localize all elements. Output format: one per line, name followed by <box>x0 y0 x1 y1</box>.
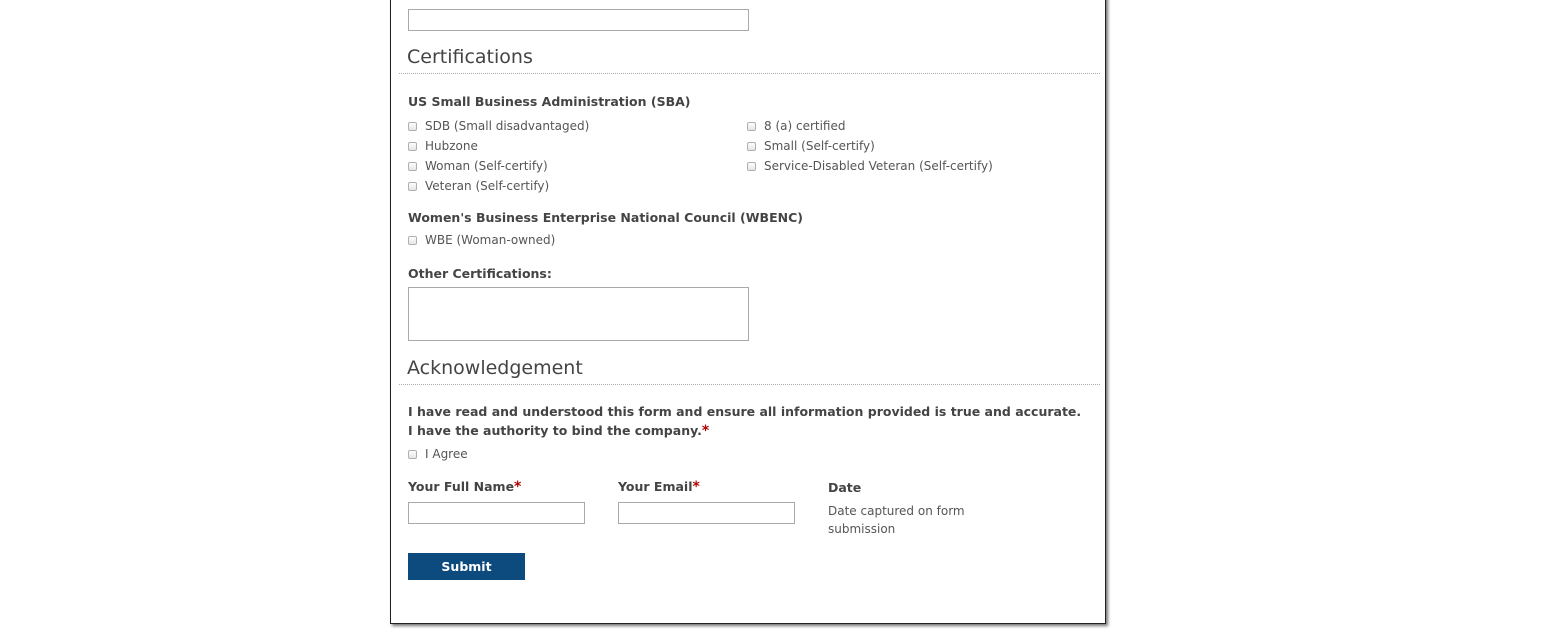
checkbox-sdb[interactable] <box>408 119 589 133</box>
full-name-label-text: Your Full Name <box>408 479 515 494</box>
date-note: Date captured on form submission <box>828 504 965 536</box>
checkbox-box[interactable] <box>408 122 417 131</box>
checkbox-label: SDB (Small disadvantaged) <box>425 119 590 133</box>
certifications-heading: Certifications <box>407 46 533 68</box>
form-panel <box>390 0 1106 624</box>
checkbox-label: Woman (Self-certify) <box>425 159 548 173</box>
acknowledgement-line-1: I have read and understood this form and ensure all information provided is true and accurate. <box>408 404 1082 419</box>
checkbox-wbe[interactable] <box>408 233 555 247</box>
checkbox-box[interactable] <box>408 450 417 459</box>
acknowledgement-divider <box>399 384 1100 385</box>
acknowledgement-text <box>408 402 1081 441</box>
checkbox-hubzone[interactable] <box>408 139 478 153</box>
full-name-input[interactable] <box>408 502 585 524</box>
checkbox-label: 8 (a) certified <box>764 119 846 133</box>
wbenc-label: Women's Business Enterprise National Council (WBENC) <box>408 210 803 225</box>
date-label: Date <box>828 480 862 495</box>
required-asterisk: * <box>701 423 710 439</box>
email-label-text: Your Email <box>618 479 693 494</box>
checkbox-box[interactable] <box>408 182 417 191</box>
checkbox-box[interactable] <box>747 142 756 151</box>
checkbox-box[interactable] <box>747 162 756 171</box>
checkbox-i-agree[interactable] <box>408 447 468 461</box>
checkbox-box[interactable] <box>408 142 417 151</box>
company-input[interactable] <box>408 9 749 31</box>
checkbox-box[interactable] <box>408 162 417 171</box>
full-name-label <box>408 479 521 495</box>
checkbox-box[interactable] <box>408 236 417 245</box>
required-asterisk: * <box>692 479 700 495</box>
other-certifications-label: Other Certifications: <box>408 266 552 281</box>
other-certifications-textarea[interactable] <box>408 287 749 341</box>
acknowledgement-line-2-text: I have the authority to bind the company. <box>408 423 702 438</box>
checkbox-label: Service-Disabled Veteran (Self-certify) <box>764 159 993 173</box>
checkbox-sdv[interactable] <box>747 159 993 173</box>
checkbox-label: Small (Self-certify) <box>764 139 875 153</box>
checkbox-label: Veteran (Self-certify) <box>425 179 550 193</box>
checkbox-8a[interactable] <box>747 119 846 133</box>
email-input[interactable] <box>618 502 795 524</box>
sba-label: US Small Business Administration (SBA) <box>408 94 691 109</box>
company-field-label <box>408 0 476 1</box>
checkbox-label: WBE (Woman-owned) <box>425 233 556 247</box>
checkbox-box[interactable] <box>747 122 756 131</box>
checkbox-label: Hubzone <box>425 139 478 153</box>
email-label <box>618 479 700 495</box>
required-asterisk: * <box>514 479 522 495</box>
certifications-divider <box>399 73 1100 74</box>
acknowledgement-heading: Acknowledgement <box>407 357 583 379</box>
submit-button[interactable]: Submit <box>408 553 525 580</box>
acknowledgement-line-2 <box>408 421 1081 441</box>
checkbox-small[interactable] <box>747 139 875 153</box>
checkbox-woman[interactable] <box>408 159 548 173</box>
checkbox-label: I Agree <box>425 447 468 461</box>
checkbox-veteran[interactable] <box>408 179 549 193</box>
